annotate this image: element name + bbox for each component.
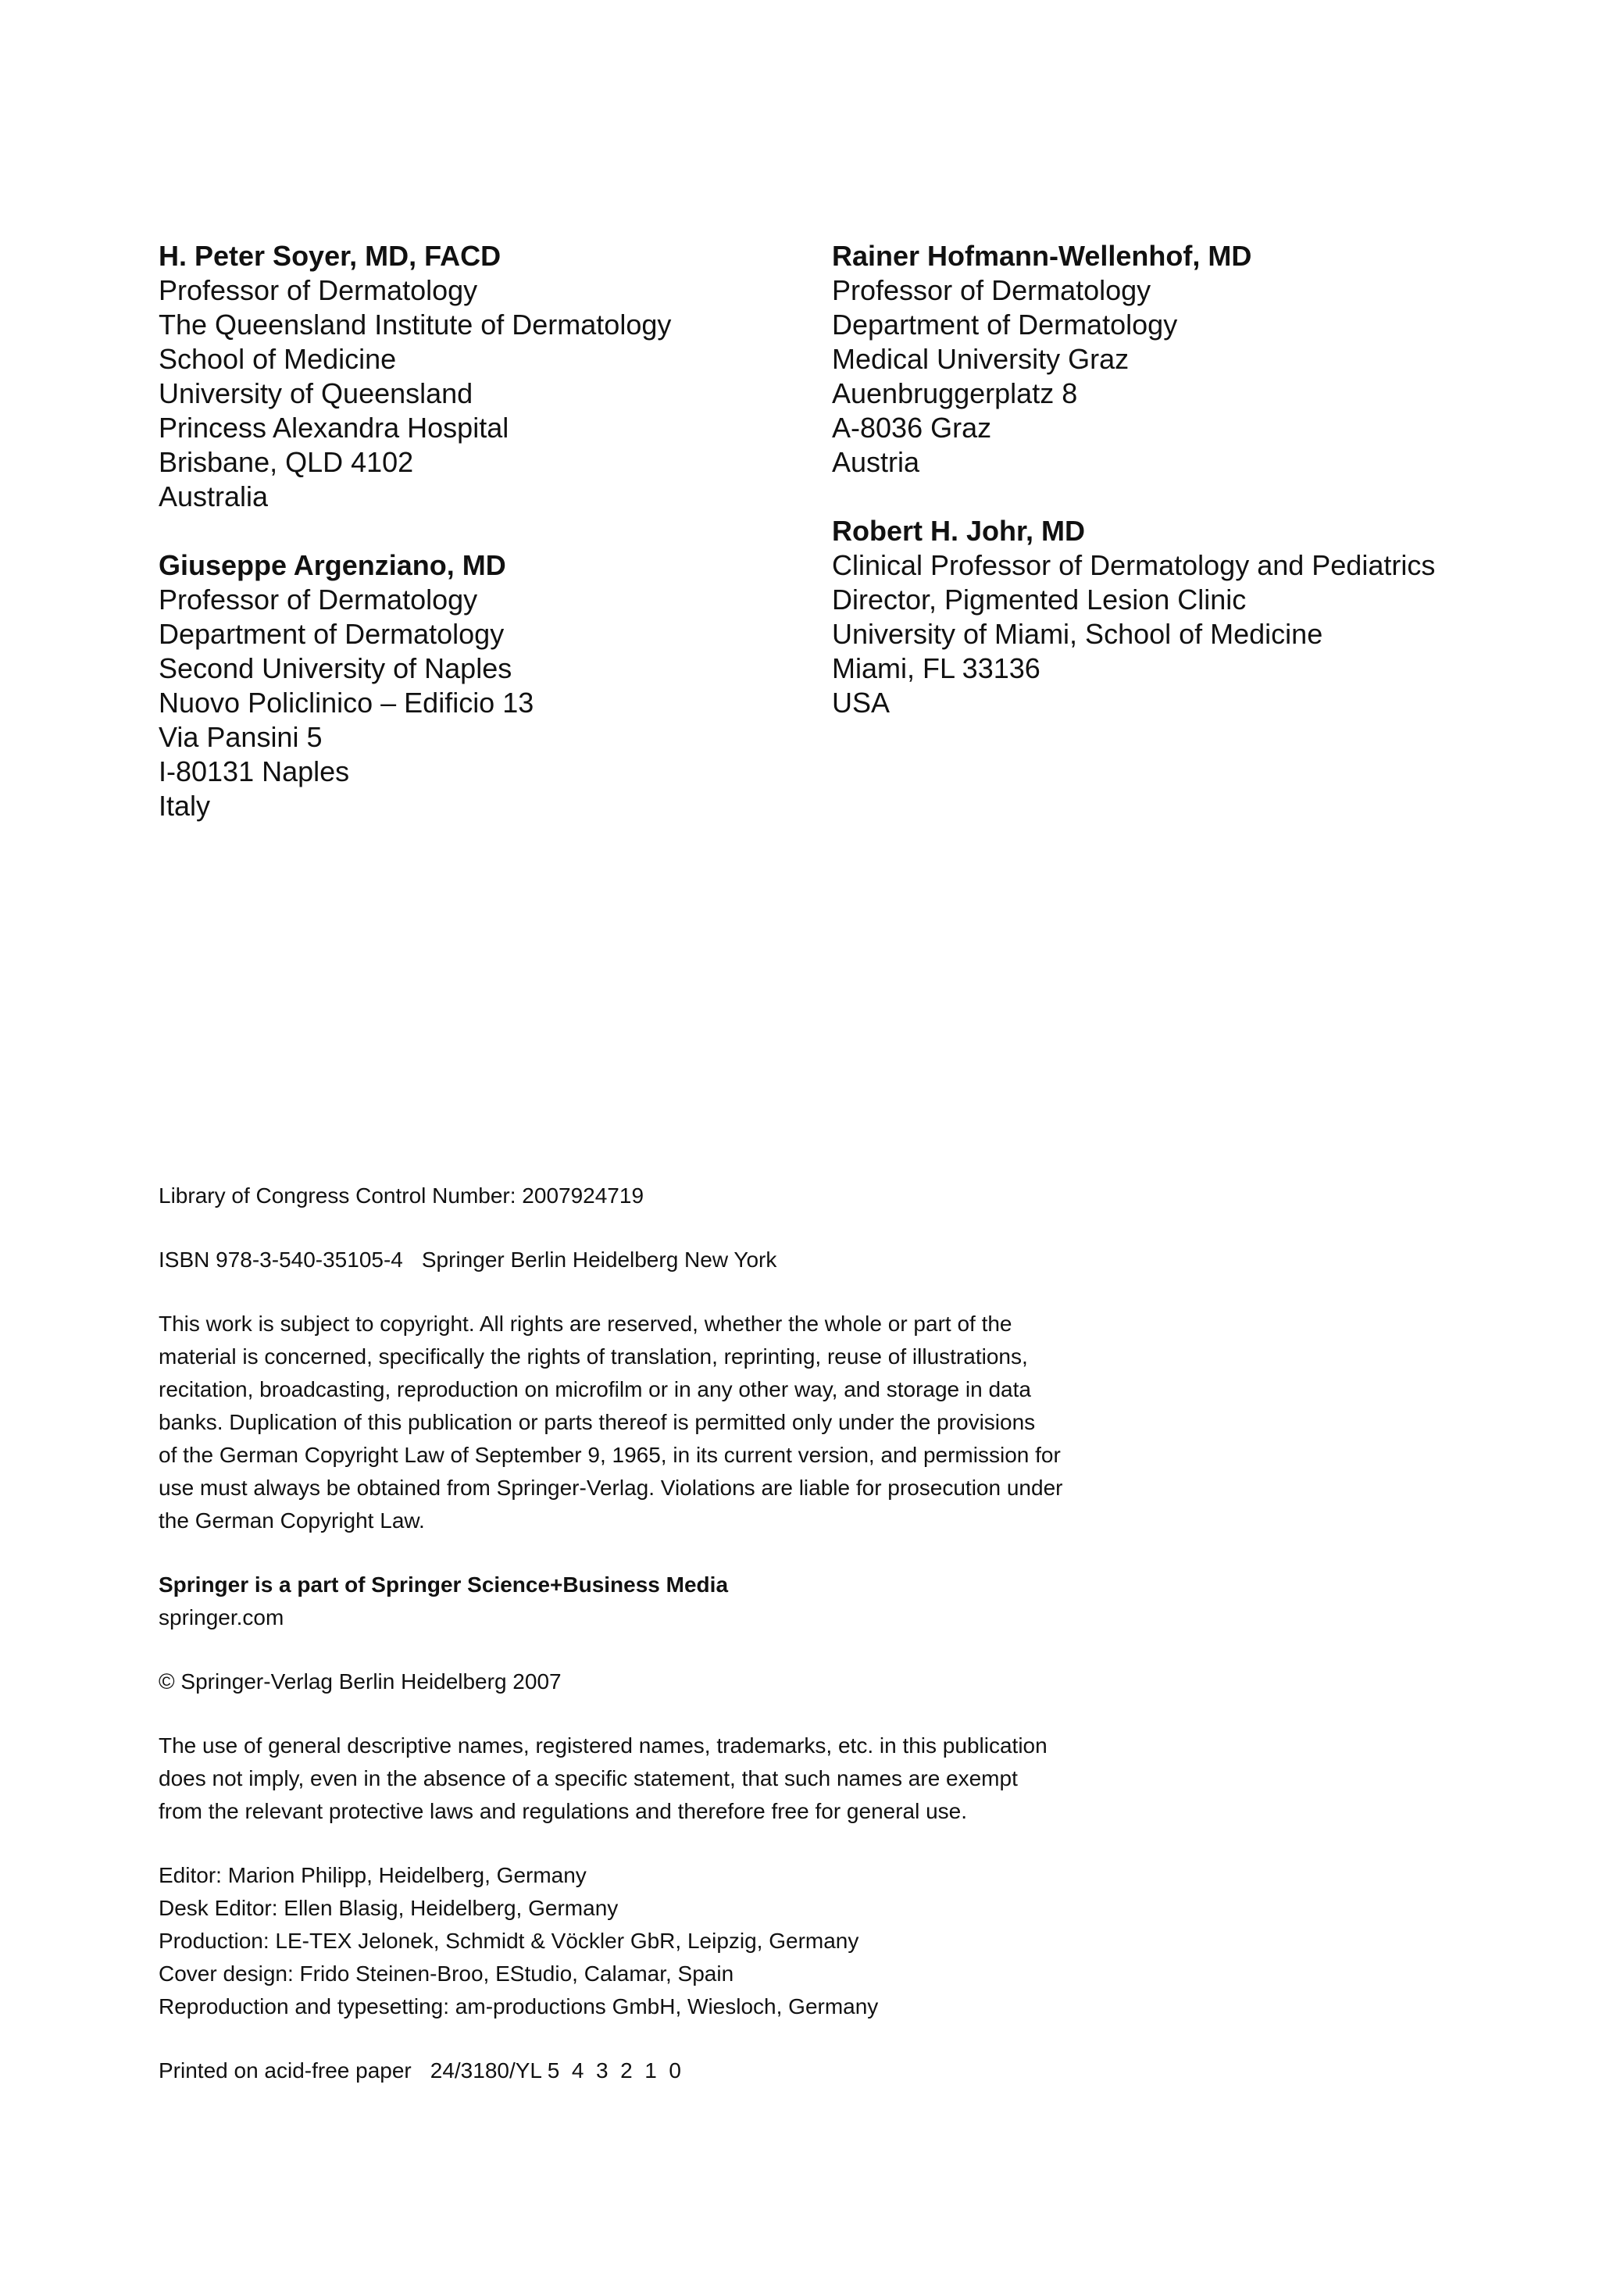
author-affiliation-line: University of Miami, School of Medicine xyxy=(832,618,1323,650)
author-affiliation-line: Princess Alexandra Hospital xyxy=(159,412,509,444)
author-affiliation-line: Department of Dermatology xyxy=(159,618,505,650)
trademark-notice-line: from the relevant protective laws and regulations and therefore free for general use. xyxy=(159,1799,968,1823)
copyright-notice-line: the German Copyright Law. xyxy=(159,1508,425,1533)
isbn-line-text xyxy=(159,1244,1252,1276)
author-affiliation-line: Auenbruggerplatz 8 xyxy=(832,377,1078,409)
author-affiliation-line: Brisbane, QLD 4102 xyxy=(159,446,414,478)
trademark-notice-line: The use of general descriptive names, registered names, trademarks, etc. in this publication xyxy=(159,1733,1048,1758)
author-affiliation-line: Nuovo Policlinico – Edificio 13 xyxy=(159,687,534,719)
author-affiliation-line: Medical University Graz xyxy=(832,343,1130,375)
credit-typesetting: Reproduction and typesetting: am-productions GmbH, Wiesloch, Germany xyxy=(159,1994,879,2019)
printing-line xyxy=(159,2054,1252,2087)
copyright-year xyxy=(159,1665,1252,1698)
trademark-notice-line: does not imply, even in the absence of a specific statement, that such names are exempt xyxy=(159,1766,1018,1790)
author-block-soyer xyxy=(159,239,671,514)
author-name: Giuseppe Argenziano, MD xyxy=(159,549,506,581)
copyright-notice-line: use must always be obtained from Springer-Verlag. Violations are liable for prosecution under xyxy=(159,1476,1063,1500)
author-affiliation-line: University of Queensland xyxy=(159,377,473,409)
copyright-line: © Springer-Verlag Berlin Heidelberg 2007 xyxy=(159,1669,562,1694)
copyright-notice-line: of the German Copyright Law of September 9, 1965, in its current version, and permission for xyxy=(159,1443,1061,1467)
author-block-hofmann-wellenhof xyxy=(832,239,1251,480)
author-affiliation-line: School of Medicine xyxy=(159,343,397,375)
credit-editor: Editor: Marion Philipp, Heidelberg, Germany xyxy=(159,1863,587,1887)
loc-control-number xyxy=(159,1180,1252,1212)
author-block-johr xyxy=(832,514,1435,720)
author-affiliation-line: Second University of Naples xyxy=(159,652,512,684)
author-affiliation-line: Professor of Dermatology xyxy=(159,274,478,306)
credits xyxy=(159,1859,1252,2023)
author-affiliation-line: Italy xyxy=(159,790,211,822)
author-affiliation-line: Clinical Professor of Dermatology and Pediatrics xyxy=(832,549,1436,581)
credit-production: Production: LE-TEX Jelonek, Schmidt & Vöckler GbR, Leipzig, Germany xyxy=(159,1929,859,1953)
author-affiliation-line: Miami, FL 33136 xyxy=(832,652,1040,684)
credit-cover-design: Cover design: Frido Steinen-Broo, EStudio, Calamar, Spain xyxy=(159,1961,734,1986)
copyright-notice-line: material is concerned, specifically the rights of translation, reprinting, reuse of illustrations, xyxy=(159,1344,1028,1369)
print-code: 24/3180/YL 5 4 3 2 1 0 xyxy=(430,2058,681,2083)
springer-info xyxy=(159,1569,1252,1634)
printing-info xyxy=(159,2054,1252,2087)
isbn-line xyxy=(159,1244,1252,1276)
author-name: H. Peter Soyer, MD, FACD xyxy=(159,240,501,272)
loc-number-text: Library of Congress Control Number: 2007924719 xyxy=(159,1183,644,1208)
isbn-number: ISBN 978-3-540-35105-4 xyxy=(159,1248,403,1272)
printed-paper: Printed on acid-free paper xyxy=(159,2058,412,2083)
author-affiliation-line: Via Pansini 5 xyxy=(159,721,323,753)
author-name: Robert H. Johr, MD xyxy=(832,515,1086,547)
copyright-notice-line: banks. Duplication of this publication or parts thereof is permitted only under the provisions xyxy=(159,1410,1036,1434)
author-affiliation-line: Austria xyxy=(832,446,920,478)
credit-desk-editor: Desk Editor: Ellen Blasig, Heidelberg, Germany xyxy=(159,1896,619,1920)
author-affiliation-line: I-80131 Naples xyxy=(159,755,350,787)
springer-part-statement: Springer is a part of Springer Science+Business Media xyxy=(159,1572,729,1597)
author-affiliation-line: Department of Dermatology xyxy=(832,309,1178,341)
author-affiliation-line: Professor of Dermatology xyxy=(159,584,478,616)
springer-url: springer.com xyxy=(159,1605,284,1629)
imprint-section xyxy=(159,1180,1252,2118)
author-affiliation-line: Professor of Dermatology xyxy=(832,274,1151,306)
author-affiliation-line: The Queensland Institute of Dermatology xyxy=(159,309,672,341)
isbn-publisher: Springer Berlin Heidelberg New York xyxy=(421,1248,777,1272)
trademark-notice xyxy=(159,1729,1252,1828)
copyright-notice-line: This work is subject to copyright. All rights are reserved, whether the whole or part of the xyxy=(159,1312,1012,1336)
author-affiliation-line: Director, Pigmented Lesion Clinic xyxy=(832,584,1247,616)
author-affiliation-line: Australia xyxy=(159,480,269,512)
copyright-notice xyxy=(159,1308,1252,1537)
author-block-argenziano xyxy=(159,548,534,823)
copyright-notice-line: recitation, broadcasting, reproduction on microfilm or in any other way, and storage in data xyxy=(159,1377,1031,1401)
author-affiliation-line: USA xyxy=(832,687,891,719)
author-name: Rainer Hofmann-Wellenhof, MD xyxy=(832,240,1252,272)
author-affiliation-line: A-8036 Graz xyxy=(832,412,992,444)
